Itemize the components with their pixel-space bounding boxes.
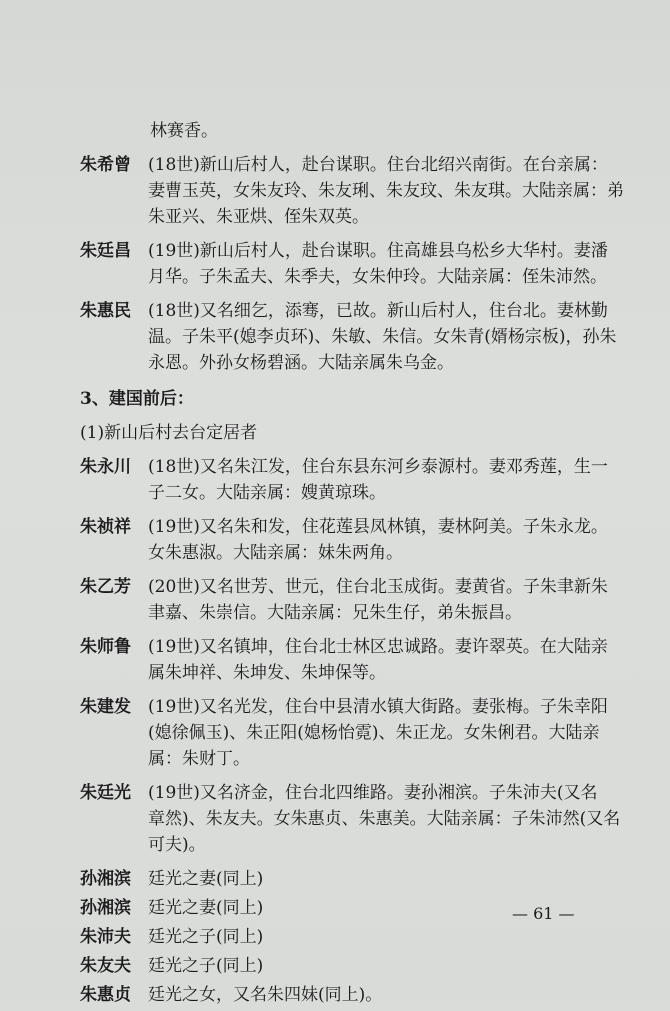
entry-body <box>148 454 620 506</box>
entry <box>80 238 620 290</box>
entry-name: 朱建发 <box>80 697 131 717</box>
entry-text: 廷光之妻(同上) <box>148 869 264 889</box>
entry-line: (20世)又名世芳、世元，住台北玉成街。妻黄省。子朱聿新朱 <box>148 577 608 597</box>
entry-line: 女朱惠淑。大陆亲属：妹朱两角。 <box>148 543 403 563</box>
entry-name: 朱祯祥 <box>80 517 131 537</box>
entry-line: (18世)新山后村人，赴台谋职。住台北绍兴南街。在台亲属： <box>148 155 608 175</box>
entry-body <box>148 152 624 230</box>
entry-line: (19世)新山后村人，赴台谋职。住高雄县乌松乡大华村。妻潘 <box>148 241 608 261</box>
entries-top <box>80 152 624 376</box>
entry <box>80 152 624 230</box>
entry-body <box>148 780 620 858</box>
entry-line: 聿嘉、朱崇信。大陆亲属：兄朱生仔，弟朱振昌。 <box>148 603 522 623</box>
entry-name: 孙湘滨 <box>80 869 131 889</box>
entry-line: (19世)又名镇坤，住台北士林区忠诚路。妻许翠英。在大陆亲 <box>148 637 608 657</box>
entry-text: 廷光之妻(同上) <box>148 898 264 918</box>
subsection-heading: (1)新山后村去台定居者 <box>80 423 258 443</box>
entry-line: 属朱坤祥、朱坤发、朱坤保等。 <box>148 663 386 683</box>
entry-name: 朱友夫 <box>80 956 131 976</box>
entry-line: 章然)、朱友夫。女朱惠贞、朱惠美。大陆亲属：子朱沛然(又名 <box>148 809 621 829</box>
entry-name: 朱希曾 <box>80 155 131 175</box>
entry-line: (媳徐佩玉)、朱正阳(媳杨怡霓)、朱正龙。女朱俐君。大陆亲 <box>148 723 600 743</box>
entries-bottom <box>80 454 620 858</box>
entry <box>80 694 620 772</box>
section-heading: 3、建国前后： <box>80 389 194 409</box>
entry <box>80 634 620 686</box>
entry-body <box>148 694 620 772</box>
page-content <box>80 118 624 1011</box>
entry-line: 温。子朱平(媳李贞环)、朱敏、朱信。女朱青(婿杨宗板)，孙朱 <box>148 327 617 347</box>
entry-body <box>148 238 620 290</box>
entry-line: (18世)又名细乞，添骞，已故。新山后村人，住台北。妻林勤 <box>148 301 608 321</box>
entry-name: 朱沛夫 <box>80 927 131 947</box>
entry <box>80 454 620 506</box>
entry-line: 可夫)。 <box>148 835 206 855</box>
entry-body <box>148 574 620 626</box>
continuation-line: 林赛香。 <box>150 121 218 141</box>
entry-line: (18世)又名朱江发，住台东县东河乡泰源村。妻邓秀莲，生一 <box>148 457 608 477</box>
entry <box>80 298 620 376</box>
entry-text: 廷光之子(同上) <box>148 927 264 947</box>
entry-line: 永恩。外孙女杨碧涵。大陆亲属朱乌金。 <box>148 353 454 373</box>
entry-line: (19世)又名朱和发，住花莲县凤林镇，妻林阿美。子朱永龙。 <box>148 517 608 537</box>
entry <box>80 780 620 858</box>
entry-text: 廷光之女，又名朱四妹(同上)。 <box>148 985 383 1005</box>
entry-name: 朱师鲁 <box>80 637 131 657</box>
entry-text: 廷光之子(同上) <box>148 956 264 976</box>
entry <box>80 514 620 566</box>
entry-line: 月华。子朱孟夫、朱季夫，女朱仲玲。大陆亲属：侄朱沛然。 <box>148 267 607 287</box>
entry <box>80 574 620 626</box>
entry-body <box>148 634 620 686</box>
short-entry <box>80 924 620 950</box>
entry-name: 朱乙芳 <box>80 577 131 597</box>
short-entry <box>80 982 620 1008</box>
entry-line: 属：朱财丁。 <box>148 749 250 769</box>
entry-name: 朱廷光 <box>80 783 131 803</box>
short-entries <box>80 866 620 1008</box>
entry-name: 朱惠民 <box>80 301 131 321</box>
entry-line: 朱亚兴、朱亚烘、侄朱双英。 <box>148 207 369 227</box>
entry-name: 朱廷昌 <box>80 241 131 261</box>
entry-line: (19世)又名济金，住台北四维路。妻孙湘滨。子朱沛夫(又名 <box>148 783 598 803</box>
short-entry <box>80 953 620 979</box>
short-entry <box>80 866 620 892</box>
entry-line: 妻曹玉英，女朱友玲、朱友琍、朱友玟、朱友琪。大陆亲属：弟 <box>148 181 624 201</box>
entry-body <box>148 298 620 376</box>
entry-line: 子二女。大陆亲属：嫂黄琼珠。 <box>148 483 386 503</box>
entry-line: (19世)又名光发，住台中县清水镇大街路。妻张梅。子朱幸阳 <box>148 697 608 717</box>
entry-name: 朱惠贞 <box>80 985 131 1005</box>
entry-name: 朱永川 <box>80 457 131 477</box>
entry-body <box>148 514 620 566</box>
page-number: — 61 — <box>512 904 575 923</box>
entry-name: 孙湘滨 <box>80 898 131 918</box>
